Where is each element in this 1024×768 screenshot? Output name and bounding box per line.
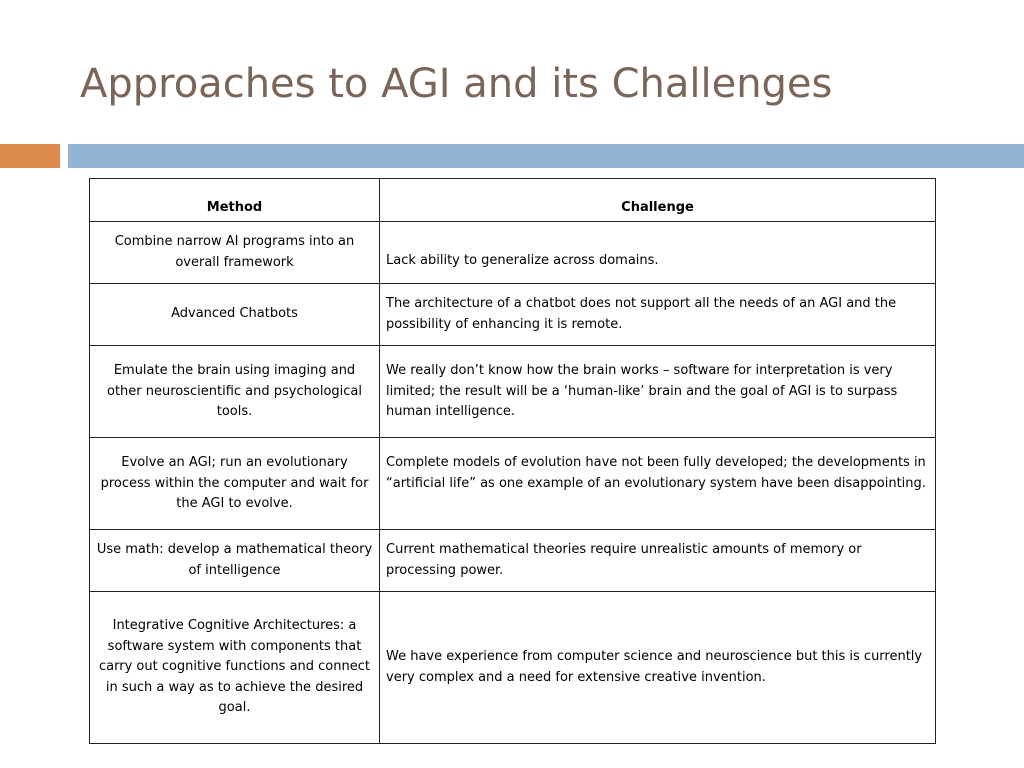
challenge-cell: The architecture of a chatbot does not support all the needs of an AGI and the possibility of enhancing it is remote. (380, 284, 936, 346)
method-cell: Use math: develop a mathematical theory of intelligence (90, 530, 380, 592)
header-challenge: Challenge (380, 179, 936, 222)
table-row (90, 592, 936, 744)
slide-title: Approaches to AGI and its Challenges (80, 61, 833, 107)
approaches-table (89, 178, 936, 744)
challenge-cell: Current mathematical theories require unrealistic amounts of memory or processing power. (380, 530, 936, 592)
table-row (90, 222, 936, 284)
method-cell: Combine narrow AI programs into an overall framework (90, 222, 380, 284)
table-row (90, 284, 936, 346)
table-row (90, 346, 936, 438)
method-cell: Emulate the brain using imaging and other neuroscientific and psychological tools. (90, 346, 380, 438)
table-row (90, 530, 936, 592)
challenge-cell: We have experience from computer science and neuroscience but this is currently very complex and a need for extensive creative invention. (380, 592, 936, 744)
accent-bar-blue (68, 144, 1024, 168)
table-header-row (90, 179, 936, 222)
table-row (90, 438, 936, 530)
header-method: Method (90, 179, 380, 222)
challenge-cell: Complete models of evolution have not been fully developed; the developments in “artificial life” as one example of an evolutionary system have been disappointing. (380, 438, 936, 530)
method-cell: Integrative Cognitive Architectures: a software system with components that carry out cognitive functions and connect in such a way as to achieve the desired goal. (90, 592, 380, 744)
challenge-cell: Lack ability to generalize across domains. (380, 222, 936, 284)
challenge-cell: We really don’t know how the brain works – software for interpretation is very limited; the result will be a ‘human-like’ brain and the goal of AGI is to surpass human intelligence. (380, 346, 936, 438)
accent-bar-orange (0, 144, 60, 168)
method-cell: Evolve an AGI; run an evolutionary process within the computer and wait for the AGI to evolve. (90, 438, 380, 530)
method-cell: Advanced Chatbots (90, 284, 380, 346)
